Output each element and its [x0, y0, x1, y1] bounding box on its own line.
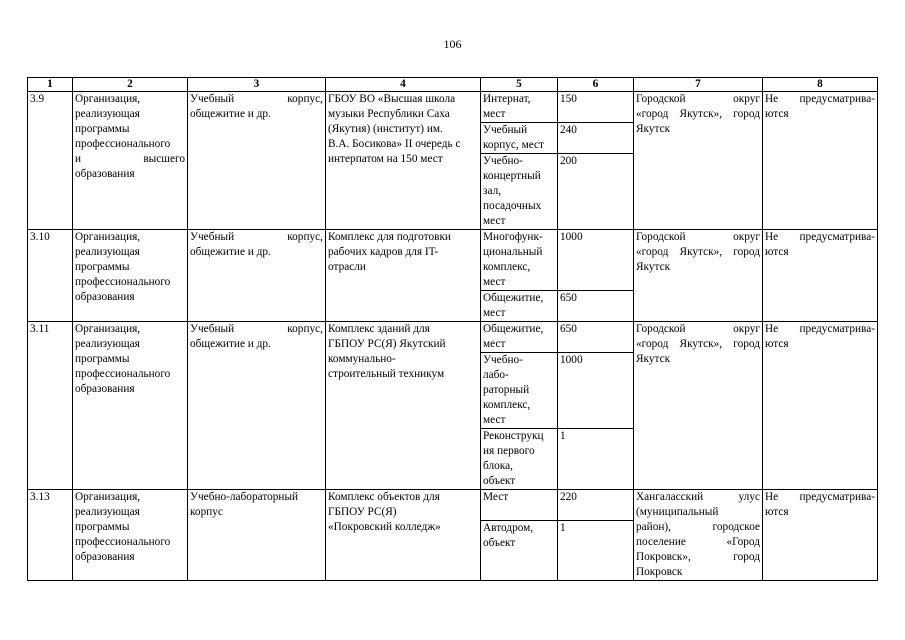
row-number: 3.9 [28, 92, 73, 230]
object-type-cell [188, 230, 326, 322]
column-header: 5 [481, 78, 558, 92]
capacity-value-cell: 200 [558, 154, 634, 230]
zones-cell-line: Не предусматрива- [765, 323, 875, 335]
objects-table [27, 77, 878, 581]
capacity-label-cell-line: Многофунк- [483, 231, 543, 243]
zones-cell [763, 322, 878, 490]
page-number: 106 [443, 37, 462, 51]
capacity-label-cell [481, 230, 558, 291]
location-cell-line: Городской округ [636, 93, 760, 105]
capacity-label-cell-line: раторный [483, 384, 530, 396]
location-cell [634, 322, 763, 490]
zones-cell-line: ются [765, 108, 789, 120]
object-type-cell-line: Учебный корпус, [190, 93, 323, 105]
organization-cell-line: программы [75, 521, 130, 533]
object-name-cell-line: строительный техникум [328, 368, 445, 380]
object-name-cell-line: музыки Республики Саха [328, 108, 450, 120]
location-cell [634, 490, 763, 581]
object-name-cell [326, 230, 481, 322]
organization-cell-line: Организация, [75, 323, 141, 335]
capacity-label-cell-line: комплекс, [483, 261, 531, 273]
table-header-row [28, 78, 878, 92]
location-cell-line: «город Якутск», город [636, 246, 760, 258]
organization-cell-line: реализующая [75, 338, 140, 350]
organization-cell-line: программы [75, 353, 130, 365]
row-number: 3.13 [28, 490, 73, 581]
object-type-cell-line: Учебно-лабораторный [190, 491, 299, 503]
capacity-label-cell [481, 123, 558, 154]
capacity-label-cell-line: Автодром, [483, 521, 534, 534]
capacity-label-cell-line: мест [483, 108, 506, 120]
object-name-cell-line: Комплекс зданий для [328, 323, 430, 335]
capacity-label-cell [481, 429, 558, 490]
zones-cell-line: ются [765, 246, 789, 258]
object-type-cell-line: общежитие и др. [190, 338, 271, 350]
column-header: 3 [188, 78, 326, 92]
organization-cell [73, 490, 188, 581]
organization-cell-line: реализующая [75, 246, 140, 258]
capacity-label-cell-line: корпус, мест [483, 139, 544, 151]
capacity-label-cell-line: Учебно- [483, 155, 523, 167]
capacity-label-cell [481, 322, 558, 353]
organization-cell-line: образования [75, 551, 135, 563]
capacity-label-cell [481, 353, 558, 429]
location-cell-line: (муниципальный [636, 506, 719, 518]
column-header: 2 [73, 78, 188, 92]
row-number: 3.11 [28, 322, 73, 490]
location-cell-line: «город Якутск», город [636, 338, 760, 350]
object-type-cell-line: Учебный корпус, [190, 231, 323, 243]
zones-cell [763, 92, 878, 230]
organization-cell [73, 322, 188, 490]
capacity-label-cell-line: ия первого [483, 445, 535, 457]
organization-cell-line: профессионального [75, 536, 171, 548]
capacity-label-cell-line: лабо- [483, 369, 509, 381]
capacity-value-cell: 1000 [558, 353, 634, 429]
zones-cell [763, 490, 878, 581]
location-cell-line: Якутск [636, 353, 671, 365]
object-name-cell-line: ГБПОУ РС(Я) [328, 506, 397, 518]
object-name-cell-line: (Якутия) (институт) им. [328, 123, 443, 135]
location-cell-line: Городской округ [636, 323, 760, 335]
object-name-cell [326, 490, 481, 581]
object-type-cell-line: общежитие и др. [190, 246, 271, 258]
organization-cell-line: реализующая [75, 108, 140, 120]
capacity-label-cell [481, 490, 558, 521]
capacity-value-cell: 150 [558, 92, 634, 123]
organization-cell-line: Организация, [75, 231, 141, 243]
object-name-cell [326, 322, 481, 490]
object-name-cell-line: коммунально- [328, 353, 396, 365]
location-cell-line: Якутск [636, 123, 671, 135]
object-name-cell-line: рабочих кадров для IT- [328, 246, 439, 258]
capacity-label-cell [481, 154, 558, 230]
capacity-label-cell-line: Мест [483, 491, 509, 503]
object-type-cell-line: общежитие и др. [190, 108, 271, 120]
location-cell-line: Городской округ [636, 231, 760, 243]
capacity-label-cell [481, 92, 558, 123]
capacity-label-cell-line: циональный [483, 246, 543, 258]
capacity-label-cell-line: мест [483, 414, 506, 426]
capacity-value-cell: 220 [558, 490, 634, 521]
capacity-label-cell-line: мест [483, 338, 506, 350]
organization-cell-line: образования [75, 168, 135, 180]
table-row [28, 322, 878, 353]
organization-cell-line: профессионального [75, 138, 171, 150]
column-header: 6 [558, 78, 634, 92]
organization-cell-line: реализующая [75, 506, 140, 518]
capacity-label-cell-line: блока, [483, 460, 513, 472]
organization-cell-line: и высшего [75, 153, 185, 165]
capacity-label-cell-line: концертный [483, 170, 541, 182]
object-name-cell-line: интерпатом на 150 мест [328, 153, 443, 165]
zones-cell-line: Не предусматрива- [765, 231, 875, 243]
capacity-label-cell-line: объект [483, 475, 516, 487]
capacity-value-cell: 1 [558, 520, 634, 580]
zones-cell [763, 230, 878, 322]
organization-cell-line: программы [75, 261, 130, 273]
organization-cell-line: образования [75, 291, 135, 303]
capacity-value-cell: 1 [558, 429, 634, 490]
capacity-label-cell-line: Реконструкц [483, 430, 544, 442]
capacity-label-cell-line: зал, [483, 185, 502, 197]
location-cell-line: Покровск [636, 566, 683, 578]
object-name-cell [326, 92, 481, 230]
table-row [28, 92, 878, 123]
capacity-value-cell: 650 [558, 322, 634, 353]
location-cell-line: «город Якутск», город [636, 108, 760, 120]
column-header: 8 [763, 78, 878, 92]
object-type-cell-line: Учебный корпус, [190, 323, 323, 335]
organization-cell-line: профессионального [75, 368, 171, 380]
capacity-value-cell: 240 [558, 123, 634, 154]
zones-cell-line: ются [765, 338, 789, 350]
object-name-cell-line: ГБОУ ВО «Высшая школа [328, 93, 456, 105]
capacity-label-cell-line: Учебно- [483, 354, 523, 366]
object-type-cell [188, 322, 326, 490]
capacity-label-cell-line: мест [483, 307, 506, 319]
object-name-cell-line: ГБПОУ РС(Я) Якутский [328, 338, 446, 350]
zones-cell-line: Не предусматрива- [765, 93, 875, 105]
column-header: 4 [326, 78, 481, 92]
capacity-label-cell-line: комплекс, [483, 399, 531, 411]
object-type-cell [188, 490, 326, 581]
capacity-label-cell-line: Общежитие, [483, 292, 544, 304]
capacity-label-cell [481, 520, 558, 580]
location-cell [634, 230, 763, 322]
column-header: 1 [28, 78, 73, 92]
column-header: 7 [634, 78, 763, 92]
object-name-cell-line: Комплекс объектов для [328, 491, 440, 503]
object-name-cell-line: «Покровский колледж» [328, 521, 441, 533]
capacity-label-cell-line: Учебный [483, 124, 528, 136]
zones-cell-line: Не предусматрива- [765, 491, 875, 503]
location-cell [634, 92, 763, 230]
location-cell-line: Якутск [636, 261, 671, 273]
capacity-label-cell-line: Интернат, [483, 93, 531, 105]
capacity-label-cell-line: мест [483, 276, 506, 288]
table-row [28, 490, 878, 521]
row-number: 3.10 [28, 230, 73, 322]
capacity-value-cell: 1000 [558, 230, 634, 291]
capacity-label-cell-line: Общежитие, [483, 323, 544, 335]
organization-cell [73, 230, 188, 322]
object-name-cell-line: Комплекс для подготовки [328, 231, 451, 243]
organization-cell-line: Организация, [75, 93, 141, 105]
zones-cell-line: ются [765, 506, 789, 518]
object-name-cell-line: В.А. Босикова» II очередь с [328, 138, 461, 150]
organization-cell-line: профессионального [75, 276, 171, 288]
capacity-label-cell-line: мест [483, 215, 506, 227]
location-cell-line: район), городское [636, 521, 760, 533]
capacity-value-cell: 650 [558, 291, 634, 322]
location-cell-line: поселение «Город [636, 536, 760, 548]
organization-cell-line: образования [75, 383, 135, 395]
organization-cell-line: программы [75, 123, 130, 135]
organization-cell [73, 92, 188, 230]
capacity-label-cell [481, 291, 558, 322]
object-name-cell-line: отрасли [328, 261, 366, 273]
location-cell-line: Хангаласский улус [636, 491, 760, 503]
table-row [28, 230, 878, 291]
object-type-cell [188, 92, 326, 230]
object-type-cell-line: корпус [190, 506, 223, 518]
capacity-label-cell-line: объект [483, 536, 516, 549]
location-cell-line: Покровск», город [636, 551, 760, 563]
capacity-label-cell-line: посадочных [483, 200, 542, 212]
organization-cell-line: Организация, [75, 491, 141, 503]
